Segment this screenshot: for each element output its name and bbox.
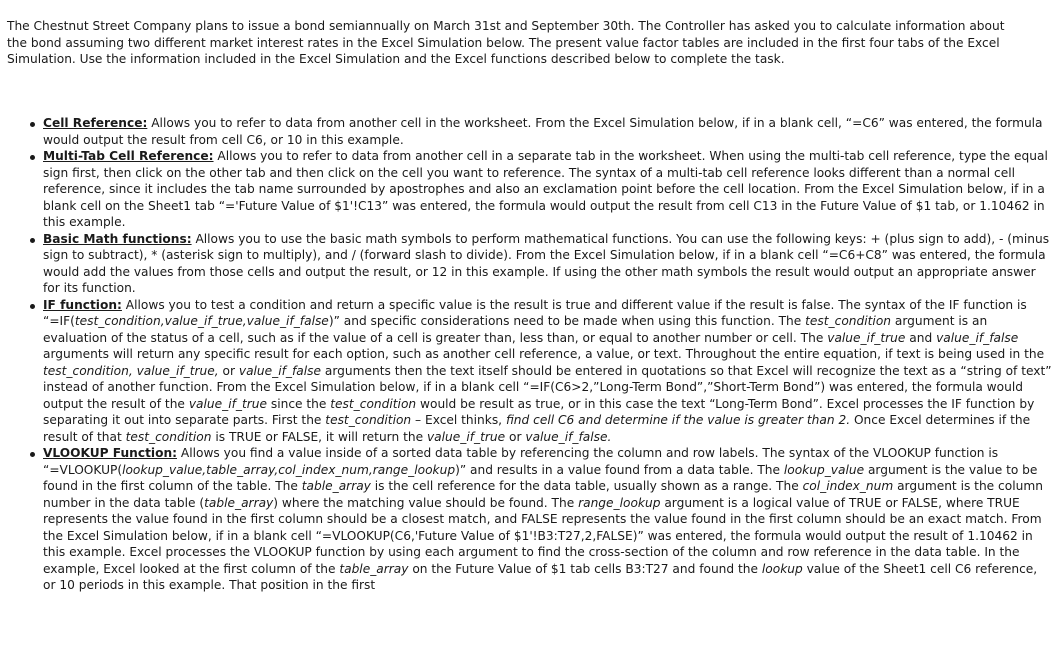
italic-text: col_index_num (802, 479, 894, 493)
description-text: – Excel thinks, (411, 413, 506, 427)
list-item-term: Multi-Tab Cell Reference: (43, 149, 214, 163)
description-text: Allows you to refer to data from another cell in the worksheet. From the Excel Simulation below, if in a blank cell, “=C6” was entered, the formula would output the result from cell C6, or 10 in this example. (43, 116, 1043, 147)
list-item (43, 297, 1053, 446)
description-text: argument is the column number in the data table ( (43, 479, 1043, 510)
italic-text: lookup_value (783, 462, 865, 477)
description-text: )” and results in a value found from a data table. The (455, 462, 784, 477)
italic-text: value_if_true (827, 330, 906, 345)
italic-text: range_lookup (578, 495, 661, 510)
italic-text: test_condition (805, 314, 892, 328)
italic-text: value_if_false. (525, 429, 612, 444)
description-text: Allows you to refer to data from another cell in a separate tab in the worksheet. When using the multi-tab cell reference, type the equal sign first, then click on the other tab and then click on the cell you want to reference. The syntax of a multi-tab cell reference looks different than a normal cell reference, since it includes the tab name surrounded by apostrophes and also an exclamation point before the cell location. From the Excel Simulation below, if in a blank cell on the Sheet1 tab “='Future Value of $1'!C13” was entered, the formula would output the result from cell C13 in the Future Value of $1 tab, or 1.10462 in this example. (43, 149, 1048, 229)
italic-text: test_condition (125, 429, 212, 444)
description-text: ) where the matching value should be found. The (273, 495, 579, 510)
list-item-description (43, 116, 1043, 147)
description-text: on the Future Value of $1 tab cells B3:T27 and found the (408, 561, 762, 576)
description-text: argument is the value to be found in the first column of the table. The (43, 462, 1038, 493)
description-text: argument is an evaluation of the status of a cell, such as if the value of a cell is greater than, less than, or equal to another number or cell. The (43, 314, 988, 345)
function-list (0, 115, 1053, 594)
italic-text: table_array (301, 479, 371, 493)
italic-text: table_array (204, 495, 274, 510)
italic-text: lookup (761, 561, 803, 576)
list-item-description (43, 232, 1049, 296)
description-text: value of the Sheet1 cell C6 reference, or 10 periods in this example. That position in the first (43, 561, 1038, 592)
list-item-term: Cell Reference: (43, 116, 148, 130)
description-text: or (218, 363, 239, 378)
list-item-description (43, 446, 1043, 592)
italic-text: value_if_false (238, 363, 322, 378)
italic-text: value_if_true (188, 396, 267, 411)
list-item-term: IF function: (43, 297, 122, 312)
description-text: since the (266, 396, 331, 411)
italic-text: value_if_false (936, 330, 1019, 345)
italic-text: test_condition, value_if_true, (43, 363, 219, 378)
list-item (43, 445, 1053, 594)
description-text: Once Excel determines if the result of that (43, 413, 1031, 444)
description-text: arguments then the text itself should be entered in quotations so that Excel will recognize the text as a “string of text” instead of another function. From the Excel Simulation below, if in a blank cell “=IF(C6>2,”Long-Term Bond”,”Short-Term Bond”) was entered, the formula would output the result of the (43, 363, 1052, 411)
list-item-term: Basic Math functions: (43, 231, 192, 246)
description-text: )” and specific considerations need to be made when using this function. The (328, 314, 806, 328)
description-text: Allows you find a value inside of a sorted data table by referencing the column and row labels. The syntax of the VLOOKUP function is “=VLOOKUP( (43, 446, 999, 477)
italic-text: test_condition (330, 396, 417, 411)
italic-text: lookup_value,table_array,col_index_num,range_lookup (122, 462, 456, 477)
description-text: argument is a logical value of TRUE or FALSE, where TRUE represents the value found in the first column should be a closest match, and FALSE represents the value found in the first column should be an exact match. From the Excel Simulation below, if in a blank cell “=VLOOKUP(C6,'Future Value of $1'!B3:T27,2,FALSE)” was entered, the formula would output the result of 1.10462 in this example. Excel processes the VLOOKUP function by using each argument to find the cross-section of the column and row reference in the data table. In the example, Excel looked at the first column of the (43, 495, 1042, 576)
description-text: is TRUE or FALSE, it will return the (211, 429, 427, 444)
italic-text: test_condition,value_if_true,value_if_false (74, 314, 329, 328)
list-item (43, 148, 1053, 231)
list-item (43, 231, 1053, 297)
list-item-description (43, 298, 1052, 444)
intro-paragraph: The Chestnut Street Company plans to issue a bond semiannually on March 31st and September 30th. The Controller has asked you to calculate information about the bond assuming two different market interest rates in the Excel Simulation below. The present value factor tables are included in the first four tabs of the Excel Simulation. Use the information included in the Excel Simulation and the Excel functions described below to complete the task. (7, 19, 1005, 66)
italic-text: test_condition (325, 413, 412, 427)
italic-text: table_array (339, 561, 409, 576)
description-text: and (905, 330, 937, 345)
italic-text: find cell C6 and determine if the value is greater than 2. (505, 413, 851, 427)
description-text: is the cell reference for the data table, usually shown as a range. The (370, 479, 803, 493)
italic-text: value_if_true (426, 429, 506, 444)
description-text: would be result as true, or in this case the text “Long-Term Bond”. Excel processes the IF function by separating it out into separate parts. First the (43, 396, 1035, 427)
list-item-term: VLOOKUP Function: (43, 446, 178, 460)
description-text: Allows you to use the basic math symbols to perform mathematical functions. You can use the following keys: + (plus sign to add), - (minus sign to subtract), * (asterisk sign to multiply), and / (forward slash to divide). From the Excel Simulation below, if in a blank cell “=C6+C8” was entered, the formula would add the values from those cells and output the result, or 12 in this example. If using the other math symbols the result would output an appropriate answer for its function. (43, 231, 1050, 295)
list-item (43, 115, 1053, 148)
description-text: Allows you to test a condition and return a specific value is the result is true and different value if the result is false. The syntax of the IF function is “=IF( (43, 297, 1027, 328)
description-text: or (505, 429, 526, 444)
description-text: arguments will return any specific result for each option, such as another cell reference, a value, or text. Throughout the entire equation, if text is being used in the (43, 347, 1045, 361)
